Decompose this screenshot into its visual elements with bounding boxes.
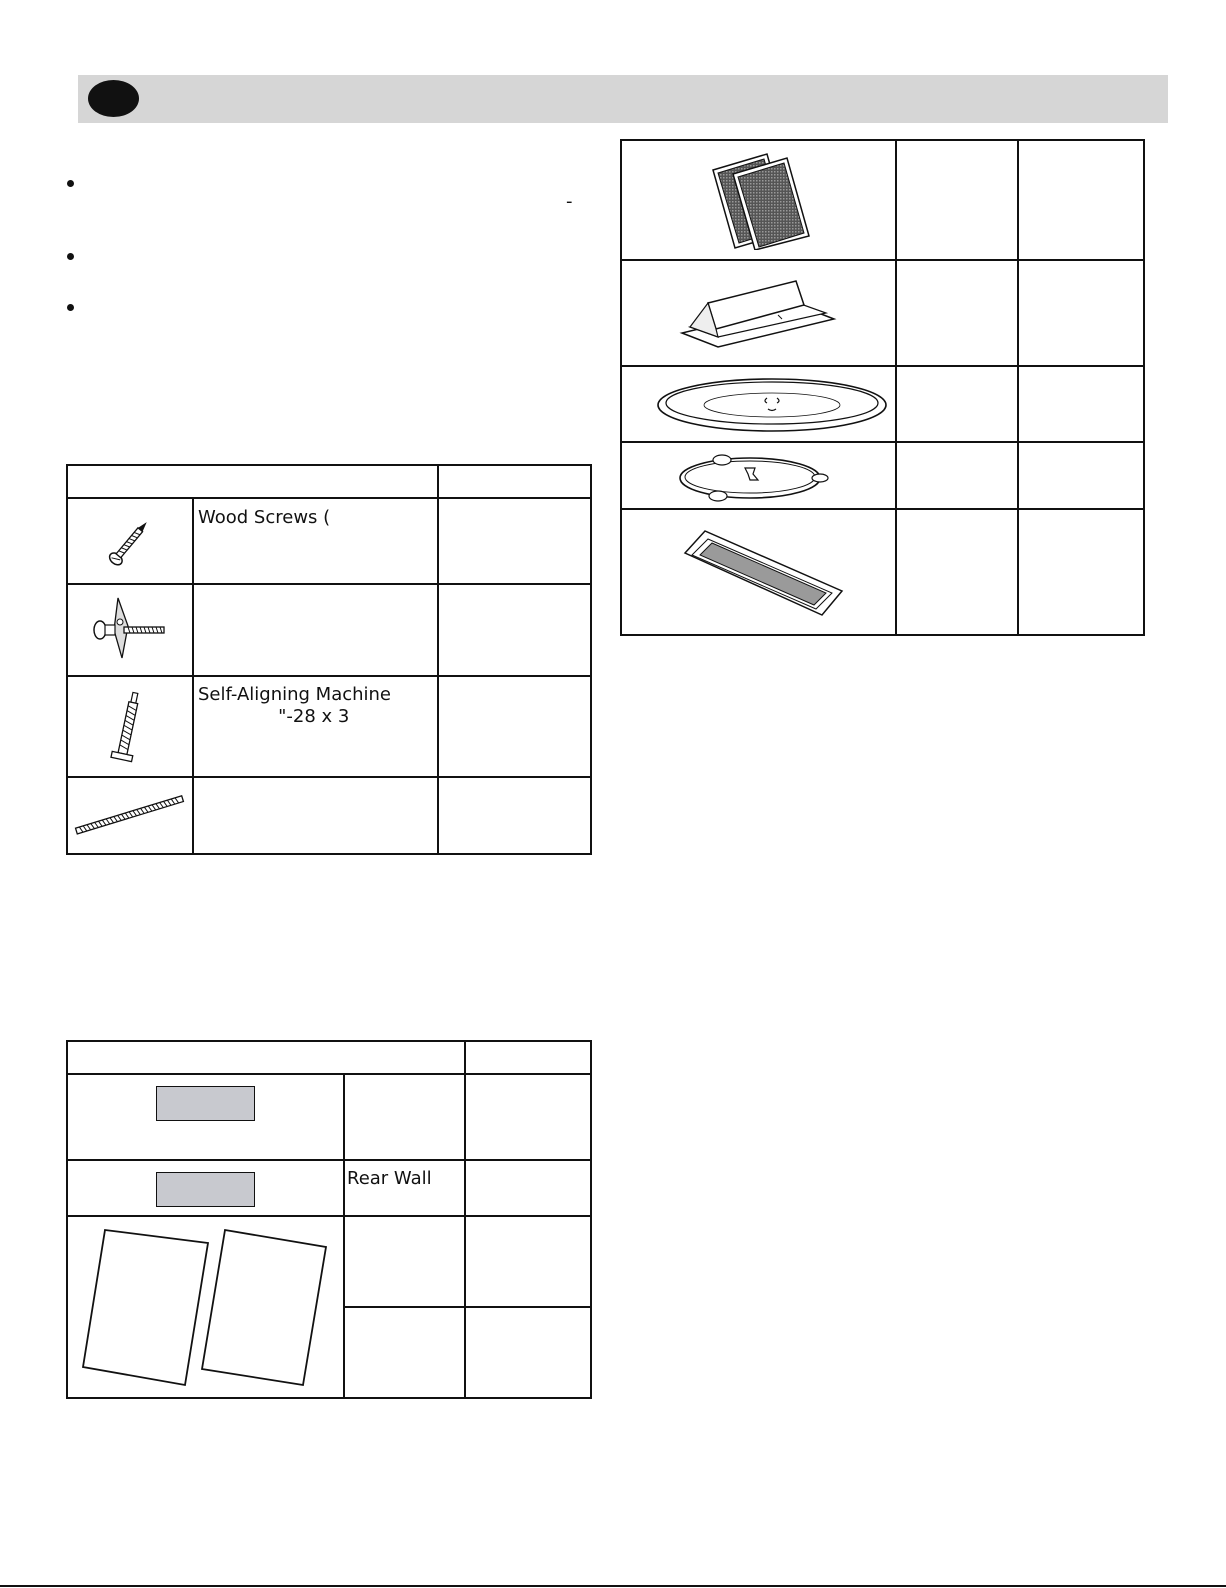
toggle-bolt-icon [88,596,168,661]
grease-filter-icon [680,525,845,620]
section-number-badge [88,80,139,117]
glass-turntable-icon [655,376,889,434]
wood-screw-icon [100,510,160,575]
rear-wall-template-swatch [156,1172,255,1207]
footer-rule [0,1585,1226,1587]
turntable-roller-ring-icon [670,450,830,505]
section-header-band [78,75,1168,123]
exhaust-adaptor-icon [678,275,838,355]
hardware-row-3-description: Self-Aligning Machine "-28 x 3 [198,684,392,727]
templates-row-2-label: Rear Wall [347,1168,432,1189]
bullet-point [67,253,74,260]
threaded-rod-icon [72,793,187,838]
manual-sheets-icon [78,1225,333,1390]
charcoal-filter-icon [705,150,815,250]
machine-bolt-icon [105,690,150,770]
hardware-row-1-description: Wood Screws ( [198,507,331,528]
bullet-point [67,180,74,187]
hyphen-mark: - [566,191,573,212]
top-cabinet-template-swatch [156,1086,255,1121]
bullet-point [67,304,74,311]
